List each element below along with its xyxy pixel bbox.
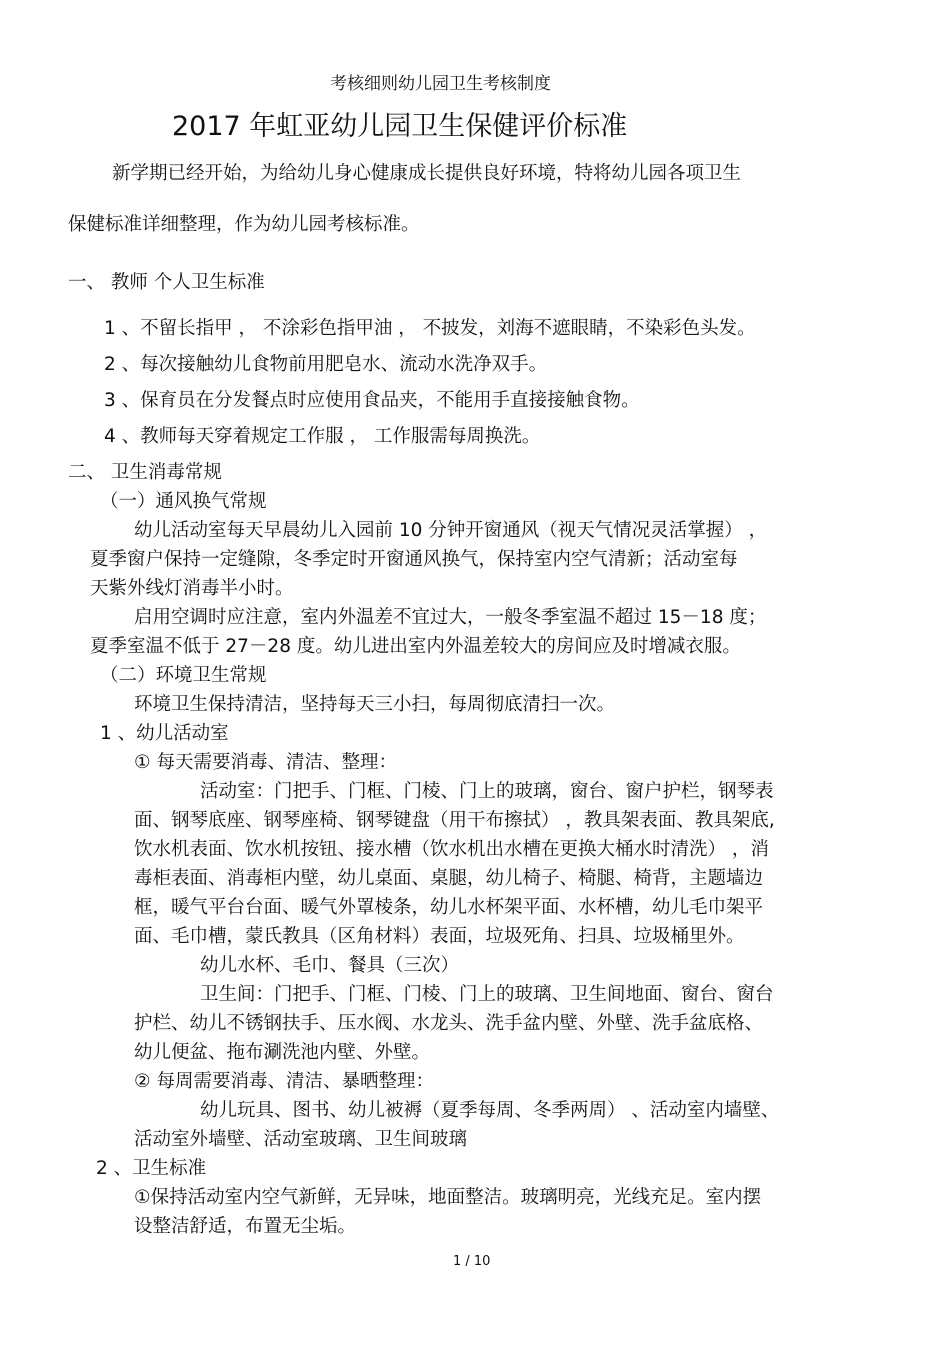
environment-line: 环境卫生保持清洁，坚持每天三小扫，每周彻底清扫一次。 xyxy=(134,694,616,715)
weekly-line: 活动室外墙壁、活动室玻璃、卫生间玻璃 xyxy=(134,1129,468,1150)
ventilation-line: 夏季窗户保持一定缝隙，冬季定时开窗通风换气，保持室内空气清新；活动室每 xyxy=(90,549,738,570)
activity-room-line: 活动室：门把手、门框、门棱、门上的玻璃，窗台、窗户护栏，钢琴表 xyxy=(200,781,774,802)
section-2-heading: 二、 卫生消毒常规 xyxy=(68,462,222,483)
activity-room-line: 毒柜表面、消毒柜内壁，幼儿桌面、桌腿，幼儿椅子、椅腿、椅背，主题墙边 xyxy=(134,868,764,889)
restroom-line: 幼儿便盆、拖布涮洗池内壁、外壁。 xyxy=(134,1042,431,1063)
restroom-line: 卫生间：门把手、门框、门棱、门上的玻璃、卫生间地面、窗台、窗台 xyxy=(200,984,774,1005)
hygiene-standard-line: ①保持活动室内空气新鲜，无异味，地面整洁。玻璃明亮，光线充足。室内摆 xyxy=(134,1187,762,1208)
section-1-item: 2 、每次接触幼儿食物前用肥皂水、流动水洗净双手。 xyxy=(104,354,548,375)
intro-line-1: 新学期已经开始，为给幼儿身心健康成长提供良好环境，特将幼儿园各项卫生 xyxy=(112,163,742,184)
activity-room-line: 面、钢琴底座、钢琴座椅、钢琴键盘（用干布擦拭） ，教具架表面、教具架底, xyxy=(134,810,775,831)
cups-line: 幼儿水杯、毛巾、餐具（三次） xyxy=(200,955,460,976)
restroom-line: 护栏、幼儿不锈钢扶手、压水阀、水龙头、洗手盆内壁、外壁、洗手盆底格、 xyxy=(134,1013,764,1034)
item-2-heading: 2 、卫生标准 xyxy=(96,1158,207,1179)
document-title: 2017 年虹亚幼儿园卫生保健评价标准 xyxy=(172,111,628,142)
hygiene-standard-line: 设整洁舒适，布置无尘垢。 xyxy=(134,1216,357,1237)
ventilation-line: 天紫外线灯消毒半小时。 xyxy=(90,578,294,599)
daily-heading: ① 每天需要消毒、清洁、整理： xyxy=(134,752,397,773)
document-header: 考核细则幼儿园卫生考核制度 xyxy=(330,74,551,94)
section-1-heading: 一、 教师 个人卫生标准 xyxy=(68,272,265,293)
section-1-item: 1 、不留长指甲 ， 不涂彩色指甲油 ， 不披发，刘海不遮眼睛，不染彩色头发。 xyxy=(104,318,756,339)
page-number: 1 / 10 xyxy=(453,1254,491,1269)
weekly-heading: ② 每周需要消毒、清洁、暴晒整理： xyxy=(134,1071,434,1092)
weekly-line: 幼儿玩具、图书、幼儿被褥（夏季每周、冬季两周） 、活动室内墙壁、 xyxy=(200,1100,780,1121)
intro-line-2: 保健标准详细整理，作为幼儿园考核标准。 xyxy=(68,214,420,235)
section-1-item: 4 、教师每天穿着规定工作服 ， 工作服需每周换洗。 xyxy=(104,426,541,447)
air-conditioning-line: 夏季室温不低于 27－28 度。幼儿进出室内外温差较大的房间应及时增减衣服。 xyxy=(90,636,741,657)
air-conditioning-line: 启用空调时应注意，室内外温差不宜过大，一般冬季室温不超过 15－18 度； xyxy=(134,607,767,628)
item-1-heading: 1 、幼儿活动室 xyxy=(100,723,229,744)
section-1-item: 3 、保育员在分发餐点时应使用食品夹，不能用手直接接触食物。 xyxy=(104,390,640,411)
activity-room-line: 饮水机表面、饮水机按钮、接水槽（饮水机出水槽在更换大桶水时清洗） ，消 xyxy=(134,839,769,860)
subsection-1-heading: （一）通风换气常规 xyxy=(100,491,267,512)
ventilation-line: 幼儿活动室每天早晨幼儿入园前 10 分钟开窗通风（视天气情况灵活掌握） ， xyxy=(134,520,768,541)
subsection-2-heading: （二）环境卫生常规 xyxy=(100,665,267,686)
activity-room-line: 面、毛巾槽，蒙氏教具（区角材料）表面，垃圾死角、扫具、垃圾桶里外。 xyxy=(134,926,745,947)
activity-room-line: 框，暖气平台台面、暖气外罩棱条，幼儿水杯架平面、水杯槽，幼儿毛巾架平 xyxy=(134,897,764,918)
